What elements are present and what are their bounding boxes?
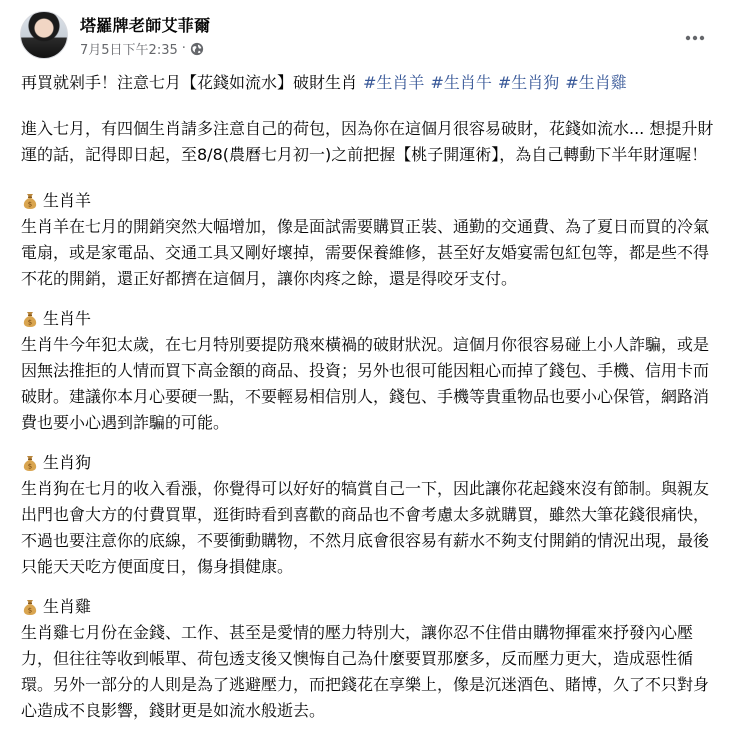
- money-bag-icon: [21, 192, 39, 210]
- section-body: 生肖狗在七月的收入看漲，你覺得可以好好的犒賞自己一下，因此讓你花起錢來沒有節制。與親友出門也會大方的付費買單，逛街時看到喜歡的商品也不會考慮太多就購買，雖然大筆花錢很痛快，不過也要注意你的底線，不要衝動購物，不然月底會很容易有薪水不夠支付開銷的情況出現，最後只能天天吃方便面度日，傷身損健康。: [21, 479, 710, 576]
- post-timestamp[interactable]: 7月5日下午2:35: [80, 43, 178, 58]
- zodiac-section-rooster: [21, 594, 721, 724]
- post-title-line: [21, 70, 721, 96]
- svg-text:$: $: [27, 318, 33, 327]
- svg-text:$: $: [27, 462, 33, 471]
- post-content: [21, 70, 721, 738]
- post-header: [20, 11, 713, 61]
- zodiac-section-ox: [21, 306, 721, 436]
- meta-separator: ·: [181, 41, 186, 56]
- svg-text:$: $: [27, 606, 33, 615]
- section-body: 生肖雞七月份在金錢、工作、甚至是愛情的壓力特別大，讓你忍不住借由購物揮霍來抒發內心壓力，但往往等收到帳單、荷包透支後又懊悔自己為什麼要買那麼多，反而壓力更大，造成惡性循環。另外一部分的人則是為了逃避壓力，而把錢花在享樂上，像是沉迷酒色、賭博，久了不只對身心造成不良影響，錢財更是如流水般逝去。: [21, 623, 710, 720]
- hashtag-link[interactable]: #生肖羊: [363, 73, 425, 92]
- section-heading: 生肖狗: [43, 453, 92, 472]
- zodiac-section-dog: [21, 450, 721, 580]
- money-bag-icon: [21, 598, 39, 616]
- hashtag-link[interactable]: #生肖牛: [430, 73, 492, 92]
- section-body: 生肖牛今年犯太歲，在七月特別要提防飛來橫禍的破財狀況。這個月你很容易碰上小人詐騙，或是因無法推拒的人情而買下高金額的商品、投資；另外也很可能因粗心而掉了錢包、手機、信用卡而破財。建議你本月心要硬一點，不要輕易相信別人，錢包、手機等貴重物品也要小心保管，網路消費也要小心遇到詐騙的可能。: [21, 335, 710, 432]
- hashtag-link[interactable]: #生肖狗: [497, 73, 560, 92]
- more-horizontal-icon: [685, 26, 705, 45]
- section-heading: 生肖雞: [43, 597, 92, 616]
- svg-text:$: $: [27, 200, 33, 209]
- section-heading-row: [21, 188, 721, 214]
- section-heading-row: [21, 306, 721, 332]
- more-options-button[interactable]: [677, 17, 713, 53]
- section-heading: 生肖羊: [43, 191, 92, 210]
- zodiac-section-goat: [21, 188, 721, 292]
- section-heading: 生肖牛: [43, 309, 92, 328]
- section-heading-row: [21, 594, 721, 620]
- hashtag-link[interactable]: #生肖雞: [565, 73, 627, 92]
- section-body: 生肖羊在七月的開銷突然大幅增加，像是面試需要購買正裝、通勤的交通費、為了夏日而買的冷氣電扇，或是家電品、交通工具又剛好壞掉，需要保養維修，甚至好友婚宴需包紅包等，都是些不得不花的開銷，還正好都擠在這個月，讓你肉疼之餘，還是得咬牙支付。: [21, 217, 710, 288]
- author-name[interactable]: 塔羅牌老師艾菲爾: [80, 16, 211, 35]
- section-heading-row: [21, 450, 721, 476]
- post-intro: 進入七月，有四個生肖請多注意自己的荷包，因為你在這個月很容易破財，花錢如流水... 想提升財運的話，記得即日起，至8/8(農曆七月初一)之前把握【桃子開運術】，為自己轉動下半年財運喔！: [21, 119, 714, 164]
- avatar[interactable]: [20, 11, 68, 59]
- post-title: 再買就剁手！注意七月【花錢如流水】破財生肖: [21, 73, 358, 92]
- globe-icon[interactable]: [190, 42, 204, 56]
- money-bag-icon: [21, 454, 39, 472]
- post-meta: [80, 39, 204, 58]
- money-bag-icon: [21, 310, 39, 328]
